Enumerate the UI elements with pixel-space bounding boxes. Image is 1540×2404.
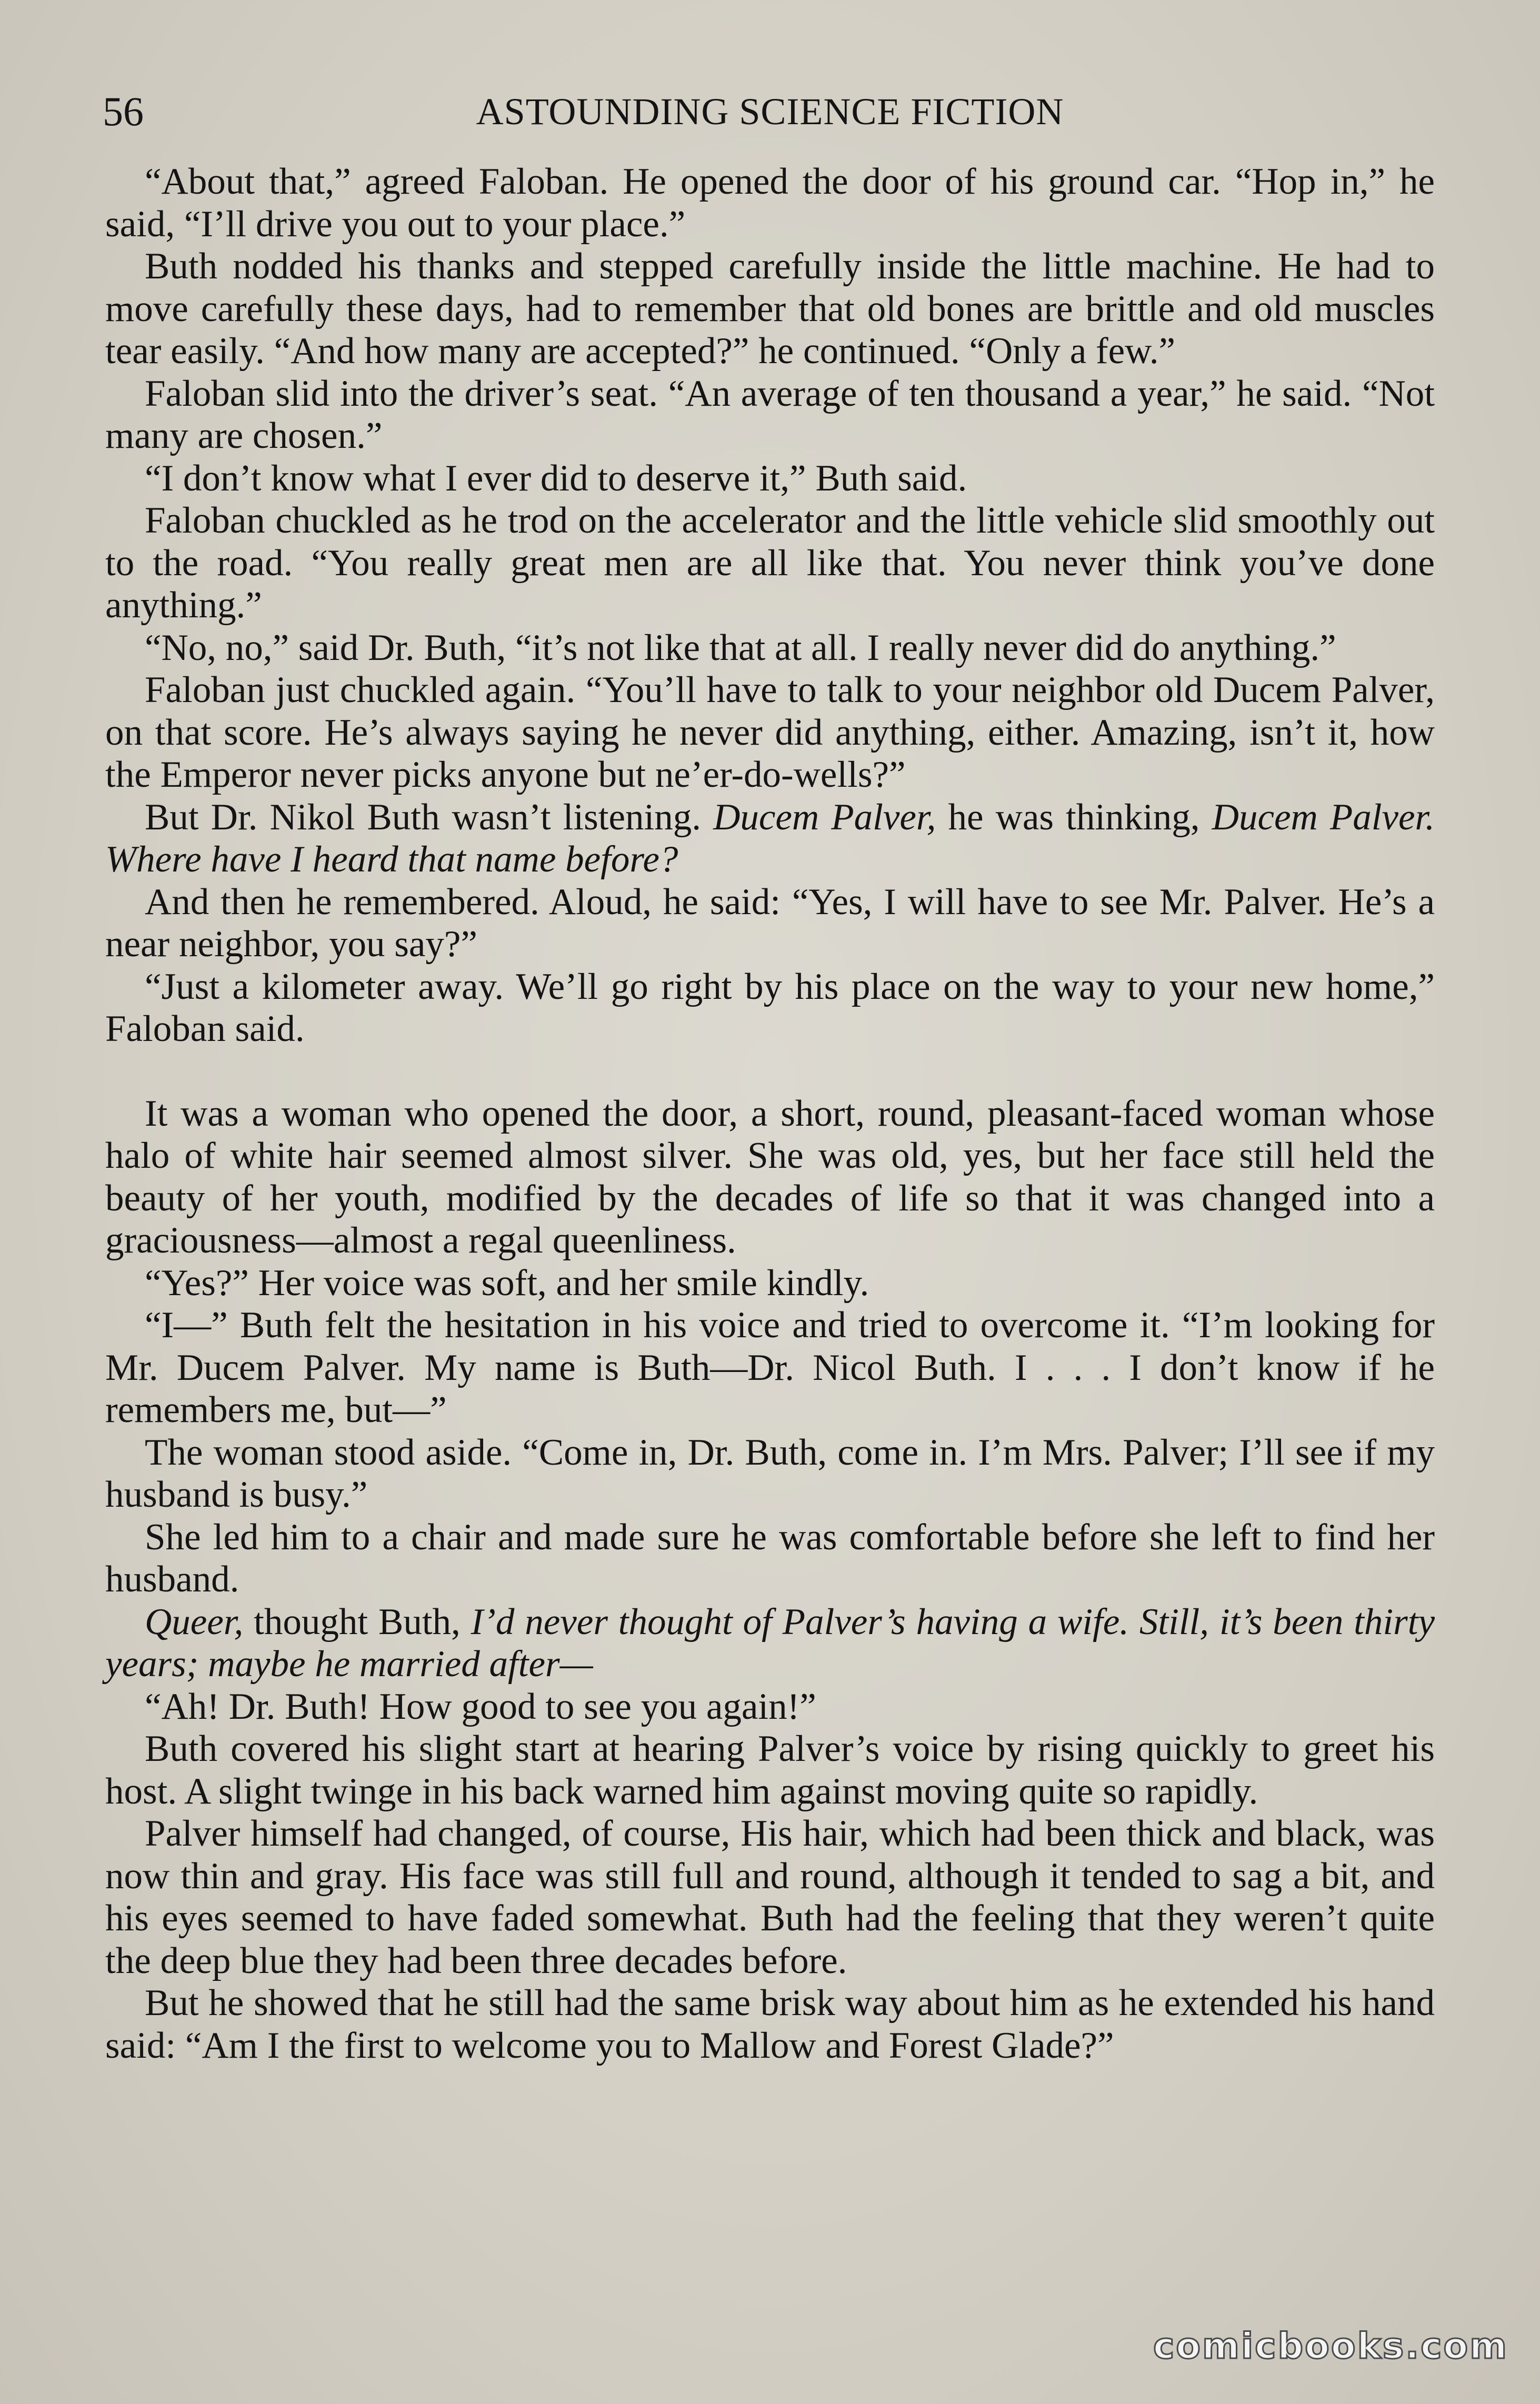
- paragraph: “Yes?” Her voice was soft, and her smile kindly.: [145, 1262, 869, 1304]
- paragraph: Buth covered his slight start at hearing Palver’s voice by rising quickly to greet his host. A slight twinge in his back warned him against moving quite so rapidly.: [105, 1728, 1435, 1812]
- paragraph: And then he remembered. Aloud, he said: “Yes, I will have to see Mr. Palver. He’s a near neighbor, you say?”: [105, 881, 1435, 965]
- paragraph: It was a woman who opened the door, a short, round, pleasant-faced woman whose halo of white hair seemed almost silver. She was old, yes, but her face still held the beauty of her youth, modified by the decades of life so that it was changed into a graciousness—almost a regal queenliness.: [105, 1093, 1435, 1261]
- paragraph: “Just a kilometer away. We’ll go right by his place on the way to your new home,” Faloban said.: [105, 966, 1435, 1049]
- paragraph-with-thought: [105, 1601, 1435, 1686]
- page-header: [103, 85, 1437, 138]
- italic-thought: Ducem Palver,: [713, 796, 936, 838]
- paragraph: Buth nodded his thanks and stepped carefully inside the little machine. He had to move carefully these days, had to remember that old bones are brittle and old muscles tear easily. “And how many are accepted?” he continued. “Only a few.”: [105, 246, 1435, 372]
- italic-thought: I’d never thought of Palver’s having a wife. Still, it’s been thirty years; maybe he married after—: [105, 1601, 1435, 1685]
- paragraph: Palver himself had changed, of course, His hair, which had been thick and black, was now thin and gray. His face was still full and round, although it tended to sag a bit, and his eyes seemed to have faded somewhat. Buth had the feeling that they weren’t quite the deep blue they had been three decades before.: [105, 1813, 1435, 1981]
- paragraph: She led him to a chair and made sure he was comfortable before she left to find her husband.: [105, 1516, 1435, 1600]
- paragraph: But he showed that he still had the same brisk way about him as he extended his hand said: “Am I the first to welcome you to Mallow and Forest Glade?”: [105, 1982, 1435, 2066]
- paragraph: Faloban just chuckled again. “You’ll have to talk to your neighbor old Ducem Palver, on that score. He’s always saying he never did anything, either. Amazing, isn’t it, how the Emperor never picks anyone but ne’er-do-wells?”: [105, 669, 1435, 795]
- italic-thought: Queer,: [145, 1601, 244, 1642]
- paragraph: “I—” Buth felt the hesitation in his voice and tried to overcome it. “I’m looking for Mr. Ducem Palver. My name is Buth—Dr. Nicol Buth. I . . . I don’t know if he remembers me, but—”: [105, 1305, 1435, 1430]
- running-head: ASTOUNDING SCIENCE FICTION: [476, 91, 1064, 133]
- paragraph: “I don’t know what I ever did to deserve it,” Buth said.: [145, 457, 967, 499]
- paragraph: Faloban slid into the driver’s seat. “An average of ten thousand a year,” he said. “Not many are chosen.”: [105, 373, 1435, 456]
- paragraph: “No, no,” said Dr. Buth, “it’s not like that at all. I really never did do anything.”: [145, 627, 1336, 668]
- italic-thought: Ducem Palver. Where have I heard that name before?: [105, 796, 1435, 880]
- paragraph-with-thought: [105, 796, 1435, 881]
- paragraph: The woman stood aside. “Come in, Dr. Buth, come in. I’m Mrs. Palver; I’ll see if my husband is busy.”: [105, 1431, 1435, 1515]
- paragraph: “About that,” agreed Faloban. He opened the door of his ground car. “Hop in,” he said, “I’ll drive you out to your place.”: [105, 161, 1435, 245]
- page-number: 56: [103, 88, 144, 134]
- text-run: But Dr. Nikol Buth wasn’t listening.: [145, 796, 714, 838]
- text-run: thought Buth,: [243, 1601, 471, 1642]
- paragraph: Faloban chuckled as he trod on the accelerator and the little vehicle slid smoothly out to the road. “You really great men are all like that. You never think you’ve done anything.”: [105, 500, 1435, 626]
- text-run: he was thinking,: [936, 796, 1212, 838]
- section-break: [105, 1050, 1435, 1093]
- paragraph: “Ah! Dr. Buth! How good to see you again!”: [145, 1686, 816, 1727]
- watermark: comicbooks.com: [1153, 2326, 1508, 2367]
- story-text: [105, 161, 1435, 2067]
